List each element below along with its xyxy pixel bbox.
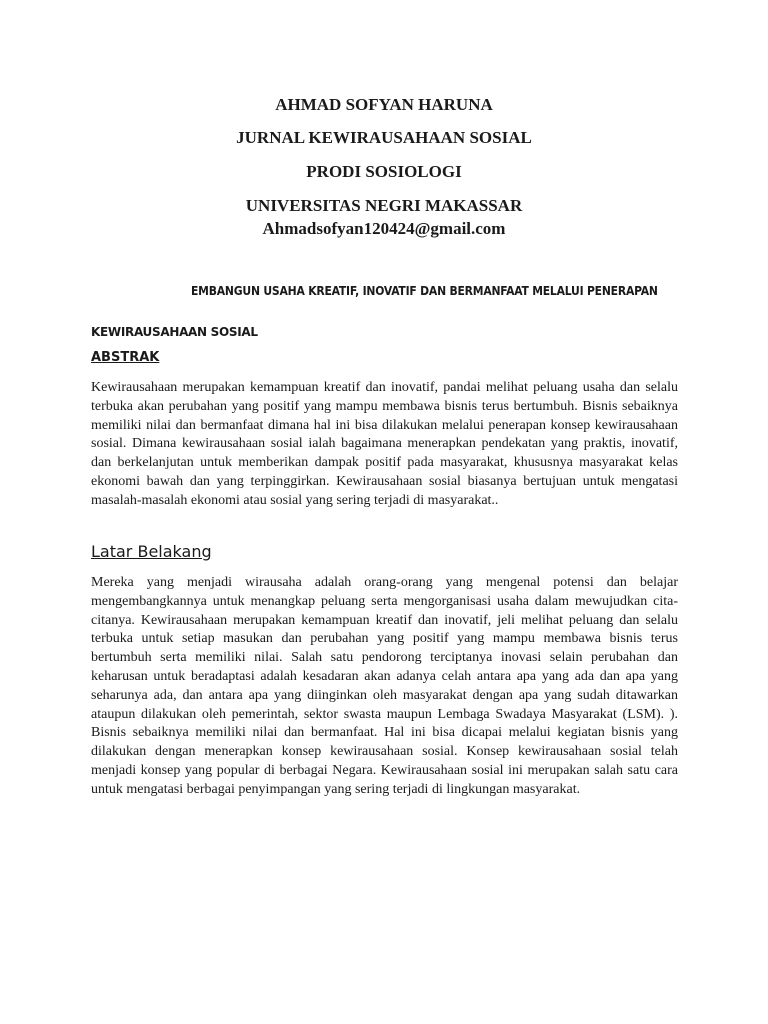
paper-title: EMBANGUN USAHA KREATIF, INOVATIF DAN BERMANFAAT MELALUI PENERAPAN bbox=[191, 284, 658, 298]
university-name: UNIVERSITAS NEGRI MAKASSAR bbox=[245, 196, 523, 215]
document-header bbox=[0, 94, 768, 240]
background-heading: Latar Belakang bbox=[91, 542, 212, 561]
journal-name: JURNAL KEWIRAUSAHAAN SOSIAL bbox=[236, 128, 532, 147]
abstract-text: Kewirausahaan merupakan kemampuan kreatif dan inovatif, pandai melihat peluang usaha dan selalu terbuka akan perubahan yang positif yang mampu membawa bisnis terus bertumbuh. Bisnis sebaiknya memiliki nilai dan bermanfaat dimana hal ini bisa dilakukan melalui penerapan konsep kewirausahaan sosial. Dimana kewirausahaan sosial ialah bagaimana menerapkan pendekatan yang praktis, inovatif, dan berkelanjutan untuk memberikan dampak positif pada masyarakat, khususnya masyarakat kelas ekonomi bawah dan yang terpinggirkan. Kewirausahaan sosial biasanya bertujuan untuk mengatasi masalah-masalah ekonomi atau sosial yang sering terjadi di masyarakat.. bbox=[91, 380, 678, 508]
abstract-heading: ABSTRAK bbox=[91, 350, 160, 365]
program-name: PRODI SOSIOLOGI bbox=[306, 162, 462, 181]
author-email: Ahmadsofyan120424@gmail.com bbox=[262, 219, 506, 238]
author-name: AHMAD SOFYAN HARUNA bbox=[275, 95, 493, 114]
background-text: Mereka yang menjadi wirausaha adalah orang-orang yang mengenal potensi dan belajar mengembangkannya untuk menangkap peluang serta mengorganisasi usaha dalam mewujudkan cita-citanya. Kewirausahaan merupakan kemampuan kreatif dan inovatif, jeli melihat peluang dan selalu terbuka untuk setiap masukan dan perubahan yang positif yang mampu membawa bisnis terus bertumbuh serta memiliki nilai. Salah satu pendorong terciptanya inovasi selain perubahan dan keharusan untuk beradaptasi adalah kesadaran akan adanya celah antara apa yang ada dan apa yang seharunya ada, dan antara apa yang diinginkan oleh masyarakat dengan apa yang sudah ditawarkan ataupun dilakukan oleh pemerintah, sektor swasta maupun Lembaga Swadaya Masyarakat (LSM). ). Bisnis sebaiknya memiliki nilai dan bermanfaat. Hal ini bisa dicapai melalui kegiatan bisnis yang dilakukan dengan menerapkan konsep kewirausahaan sosial. Konsep kewirausahaan sosial telah menjadi konsep yang popular di berbagai Negara. Kewirausahaan sosial ini merupakan salah satu cara untuk mengatasi berbagai penyimpangan yang sering terjadi di lingkungan masyarakat. bbox=[91, 575, 678, 797]
paper-title-continued: KEWIRAUSAHAAN SOSIAL bbox=[91, 325, 258, 339]
